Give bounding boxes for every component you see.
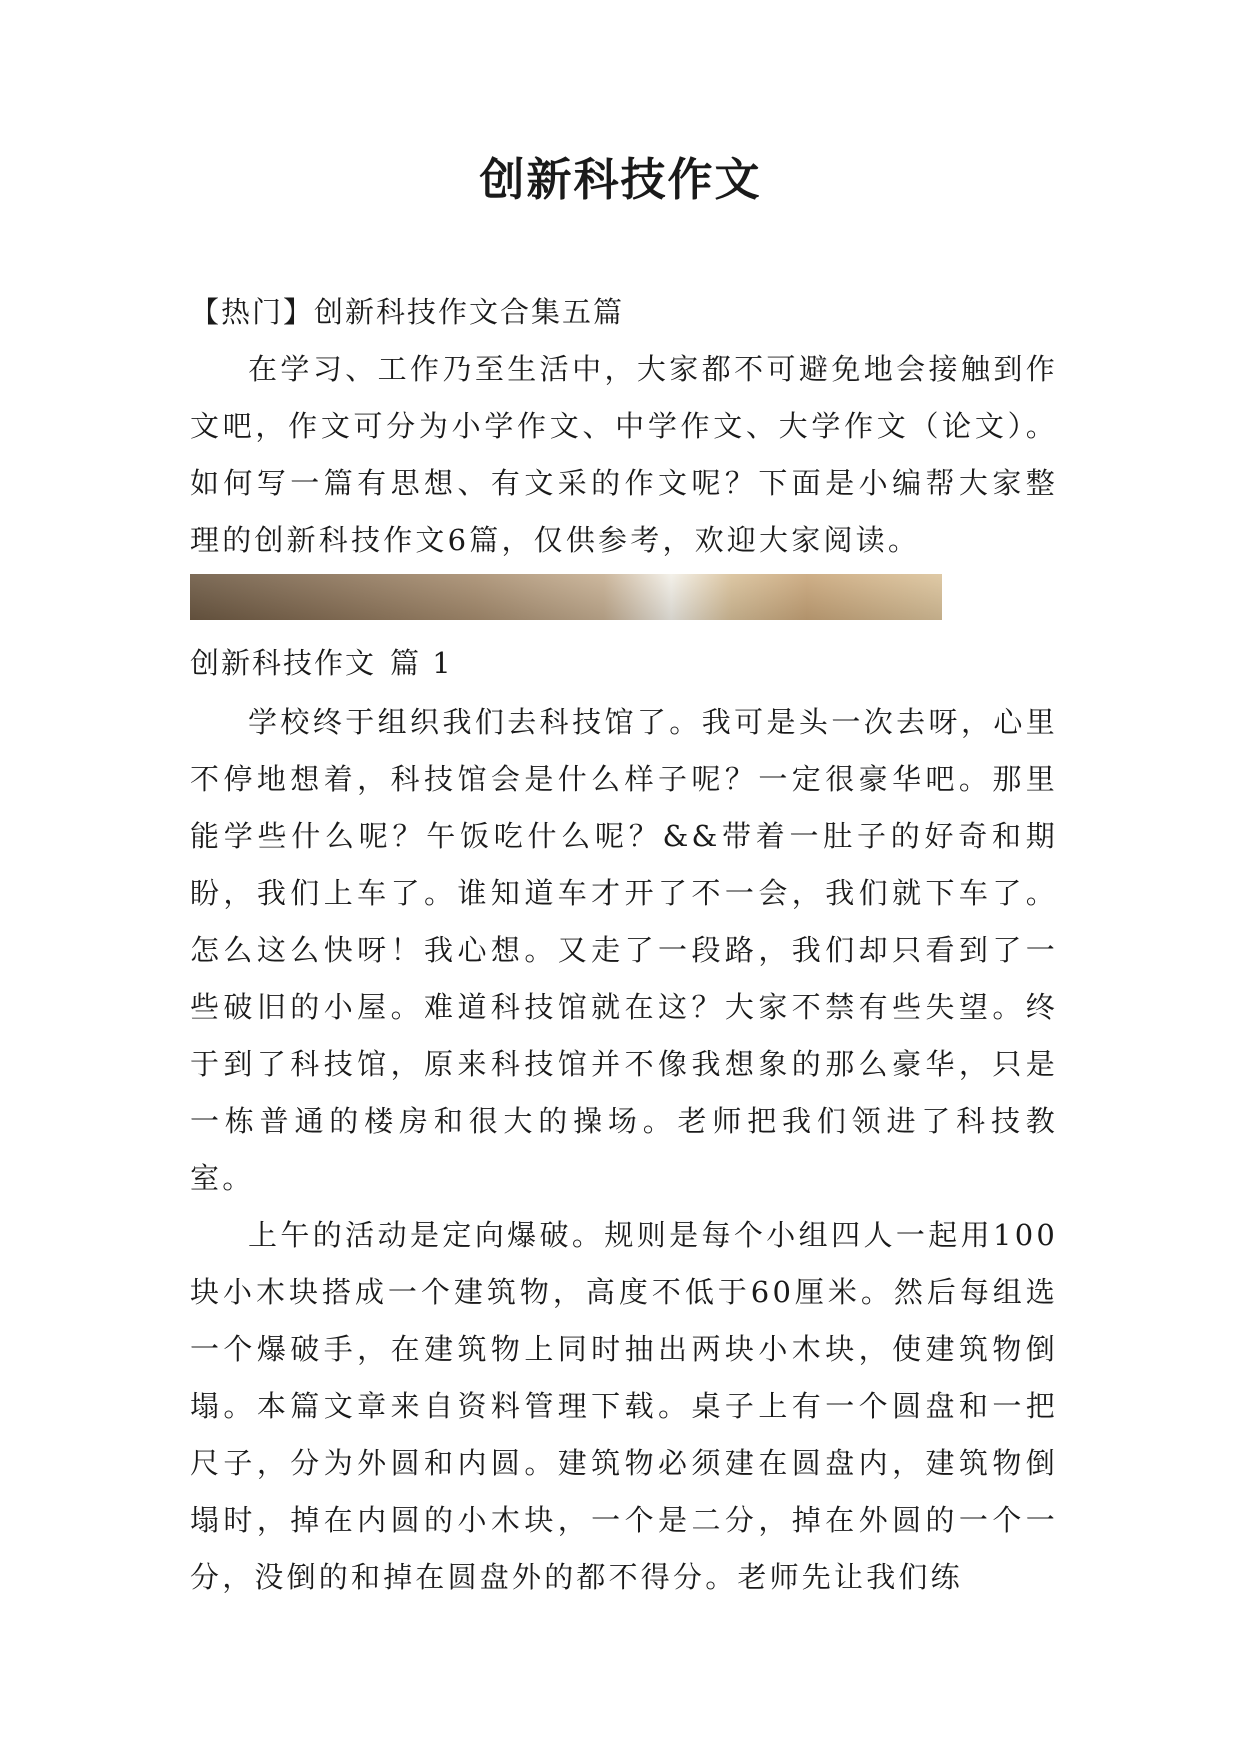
section-heading — [190, 632, 1058, 694]
document-subtitle: 【热门】创新科技作文合集五篇 — [190, 295, 625, 329]
section-number: 篇 1 — [390, 646, 453, 680]
body-paragraph: 学校终于组织我们去科技馆了。我可是头一次去呀，心里不停地想着，科技馆会是什么样子呢？一定很豪华吧。那里能学些什么呢？午饭吃什么呢？&&带着一肚子的好奇和期盼，我们上车了。谁知道车才开了不一会，我们就下车了。怎么这么快呀！我心想。又走了一段路，我们却只看到了一些破旧的小屋。难道科技馆就在这？大家不禁有些失望。终于到了科技馆，原来科技馆并不像我想象的那么豪华，只是一栋普通的楼房和很大的操场。老师把我们领进了科技教室。 — [190, 705, 1058, 1195]
document-title: 创新科技作文 — [479, 153, 762, 206]
decorative-banner-image — [190, 574, 942, 620]
intro-paragraph: 在学习、工作乃至生活中，大家都不可避免地会接触到作文吧，作文可分为小学作文、中学作文、大学作文（论文）。如何写一篇有思想、有文采的作文呢？下面是小编帮大家整理的创新科技作文6篇，仅供参考，欢迎大家阅读。 — [190, 352, 1058, 557]
section-heading-text: 创新科技作文 — [190, 646, 377, 680]
document-body — [190, 283, 1058, 1606]
body-paragraph: 上午的活动是定向爆破。规则是每个小组四人一起用100块小木块搭成一个建筑物，高度不低于60厘米。然后每组选一个爆破手，在建筑物上同时抽出两块小木块，使建筑物倒塌。本篇文章来自资料管理下载。桌子上有一个圆盘和一把尺子，分为外圆和内圆。建筑物必须建在圆盘内，建筑物倒塌时，掉在内圆的小木块，一个是二分，掉在外圆的一个一分，没倒的和掉在圆盘外的都不得分。老师先让我们练 — [190, 1218, 1058, 1594]
